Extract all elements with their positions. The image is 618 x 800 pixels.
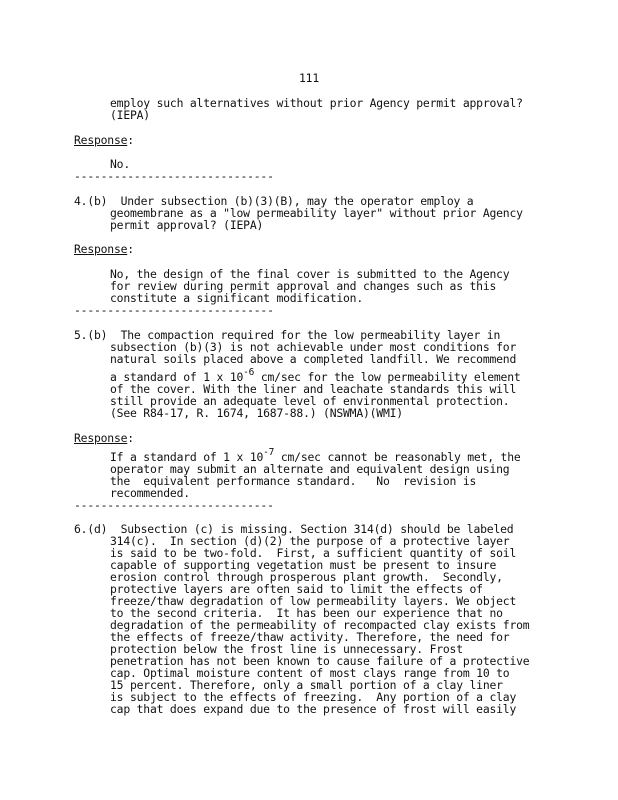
question-5b-line-3: natural soils placed above a completed landfill. We recommend [110, 352, 517, 366]
question-6d-line-14: 15 percent. Therefore, only a small portion of a clay liner [110, 678, 503, 692]
response-heading-3 [74, 432, 134, 444]
exponent: -7 [263, 447, 275, 458]
question-6d-line-12: penetration has not been known to cause failure of a protective [110, 654, 530, 668]
question-6d-line-3: is said to be two-fold. First, a sufficient quantity of soil [110, 546, 517, 560]
question-6d-line-16: cap that does expand due to the presence of frost will easily [110, 702, 517, 716]
response-heading-2 [74, 243, 134, 255]
question-6d-line-8: to the second criteria. It has been our experience that no [110, 606, 503, 620]
question-6d-line-15: is subject to the effects of freezing. Any portion of a clay [110, 690, 517, 704]
question-6d-line-10: the effects of freeze/thaw activity. Therefore, the need for [110, 630, 510, 644]
question-continuation-line-1: employ such alternatives without prior Agency permit approval? [110, 96, 523, 110]
question-5b-line-6: still provide an adequate level of environmental protection. [110, 394, 510, 408]
response-2-line-1: No, the design of the final cover is submitted to the Agency [110, 267, 510, 281]
response-label: Response [74, 431, 128, 445]
question-6d-line-5: erosion control through prosperous plant growth. Secondly, [110, 570, 503, 584]
question-6d-line-6: protective layers are often said to limit the effects of [110, 582, 483, 596]
question-6d-line-2: 314(c). In section (d)(2) the purpose of a protective layer [110, 534, 510, 548]
question-continuation-line-2: (IEPA) [110, 108, 150, 122]
response-2-line-2: for review during permit approval and changes such as this [110, 279, 497, 293]
question-5b-line-5: of the cover. With the liner and leachate standards this will [110, 382, 517, 396]
question-5b-line-7: (See R84-17, R. 1674, 1687-88.) (NSWMA)(WMI) [110, 406, 403, 420]
text-segment: cm/sec for the low permeability element [254, 370, 521, 384]
text-segment: cm/sec cannot be reasonably met, the [274, 450, 521, 464]
question-4b-line-2: geomembrane as a "low permeability layer" without prior Agency [110, 206, 523, 220]
question-4b-line-1: 4.(b) Under subsection (b)(3)(B), may the operator employ a [74, 194, 474, 208]
separator-rule-2: ------------------------------ [74, 303, 274, 317]
question-6d-line-1: 6.(d) Subsection (c) is missing. Section 314(d) should be labeled [74, 522, 514, 536]
response-3-line-2: operator may submit an alternate and equivalent design using [110, 462, 510, 476]
response-colon: : [127, 431, 134, 445]
response-1-answer: No. [110, 157, 130, 171]
exponent: -6 [243, 367, 255, 378]
separator-rule-1: ------------------------------ [74, 169, 274, 183]
response-label: Response [74, 133, 128, 147]
response-3-line-3: the equivalent performance standard. No revision is [110, 474, 477, 488]
question-6d-line-7: freeze/thaw degradation of low permeability layers. We object [110, 594, 517, 608]
page-number: 111 [299, 71, 319, 85]
response-colon: : [127, 133, 134, 147]
text-segment: If a standard of 1 x 10 [110, 450, 264, 464]
question-6d-line-11: protection below the frost line is unnecessary. Frost [110, 642, 463, 656]
question-4b-line-3: permit approval? (IEPA) [110, 218, 264, 232]
response-3-line-4: recommended. [110, 486, 190, 500]
response-heading-1 [74, 134, 134, 146]
response-2-line-3: constitute a significant modification. [110, 291, 363, 305]
question-5b-line-1: 5.(b) The compaction required for the low permeability layer in [74, 328, 501, 342]
question-6d-line-4: capable of supporting vegetation must be present to insure [110, 558, 497, 572]
question-6d-line-13: cap. Optimal moisture content of most clays range from 10 to [110, 666, 510, 680]
response-colon: : [127, 242, 134, 256]
text-segment: a standard of 1 x 10 [110, 370, 244, 384]
question-5b-line-2: subsection (b)(3) is not achievable under most conditions for [110, 340, 517, 354]
separator-rule-3: ------------------------------ [74, 498, 274, 512]
response-label: Response [74, 242, 128, 256]
question-6d-line-9: degradation of the permeability of recompacted clay exists from [110, 618, 530, 632]
